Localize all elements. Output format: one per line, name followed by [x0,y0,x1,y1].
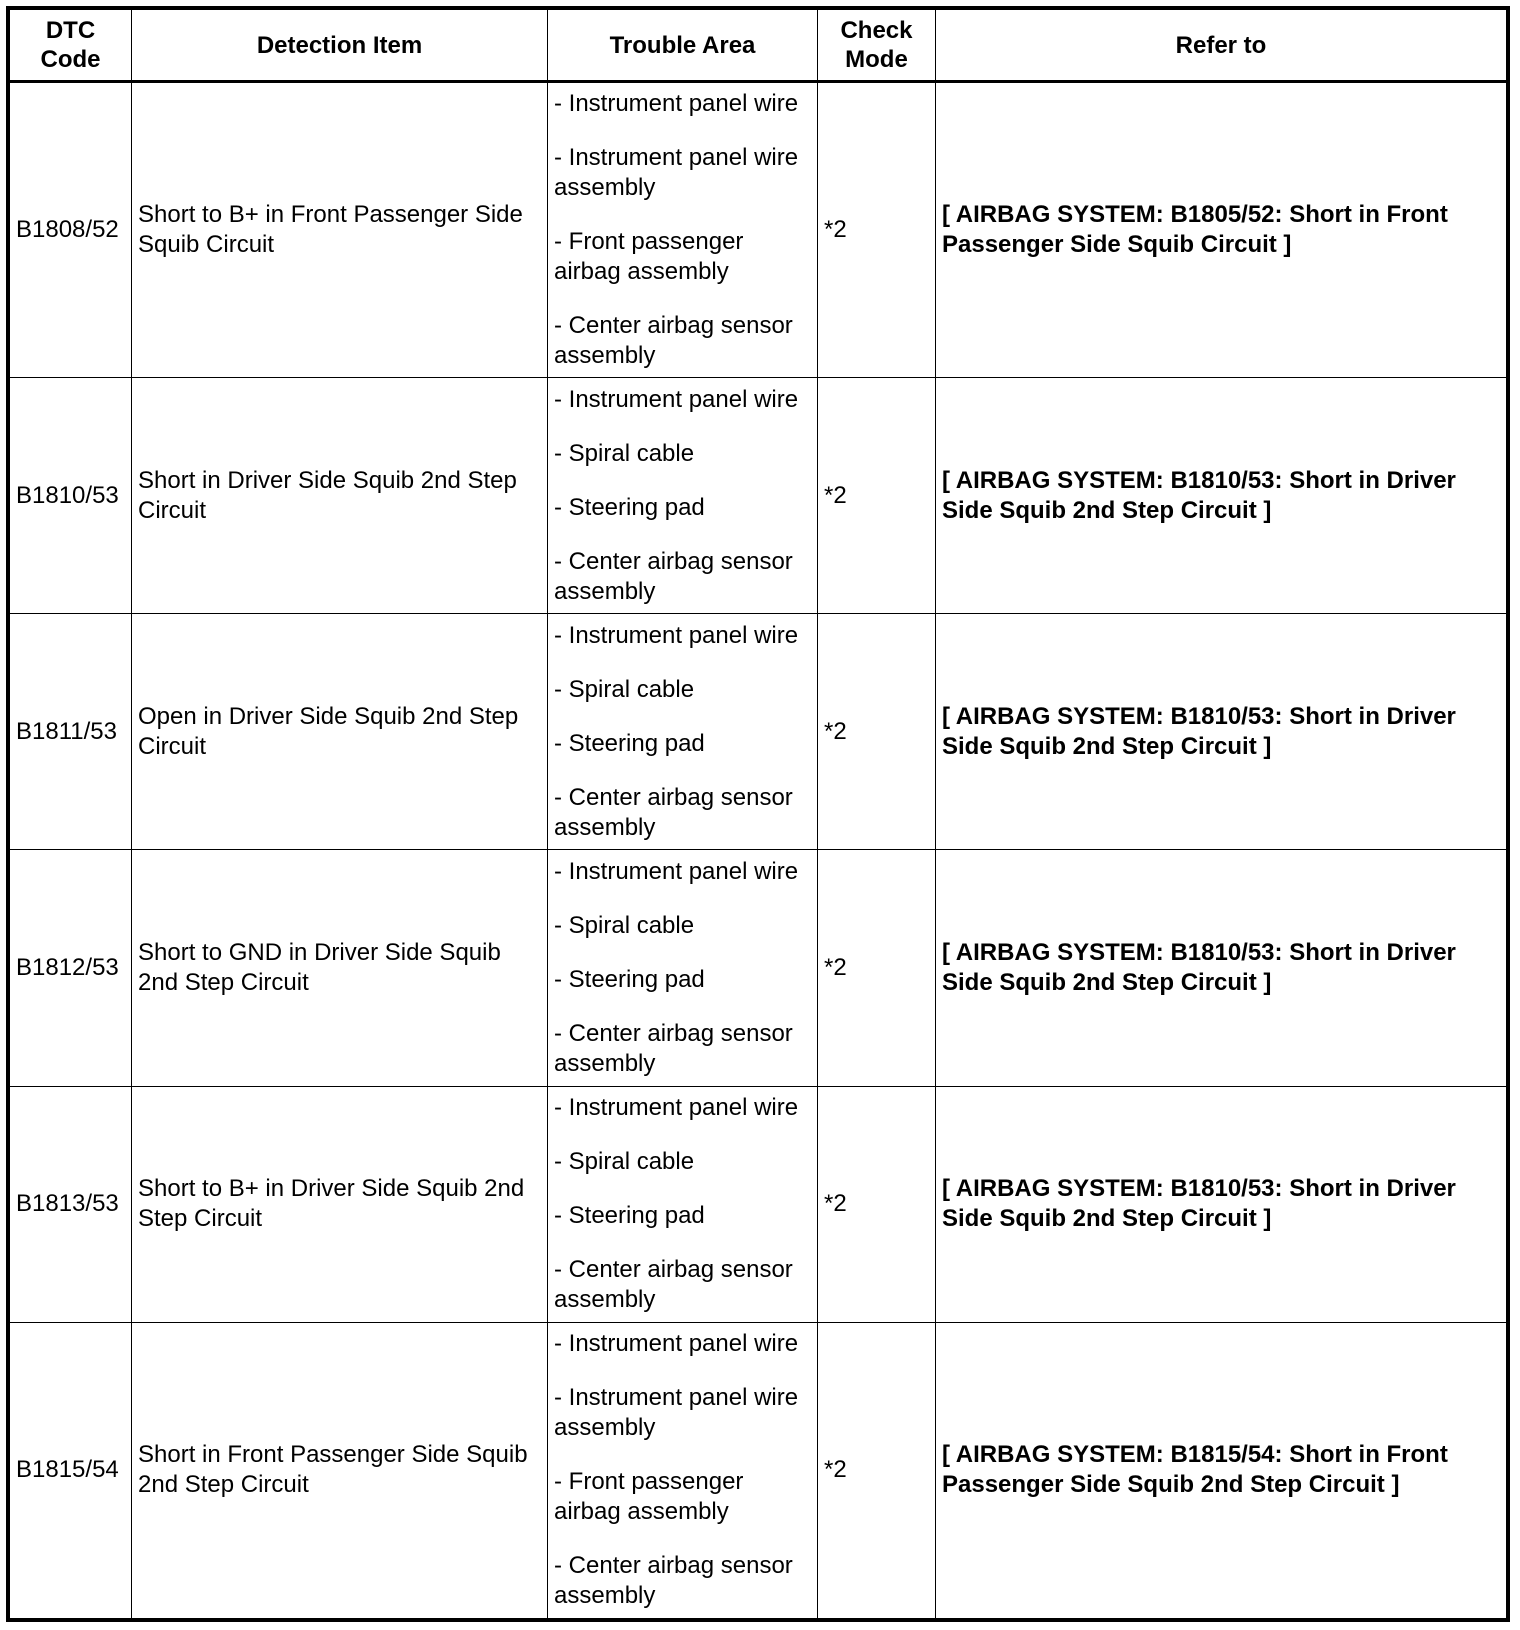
dtc-code-cell: B1812/53 [10,850,132,1086]
detection-item-cell: Short to B+ in Driver Side Squib 2nd Step Circuit [132,1086,548,1322]
dtc-code-cell: B1811/53 [10,614,132,850]
header-check-mode: Check Mode [818,10,936,82]
header-refer-to: Refer to [936,10,1507,82]
table-row [10,1322,1507,1618]
trouble-area-item: - Center airbag sensor assembly [554,1020,793,1078]
refer-to-cell: [ AIRBAG SYSTEM: B1810/53: Short in Driver Side Squib 2nd Step Circuit ] [936,850,1507,1086]
refer-to-cell: [ AIRBAG SYSTEM: B1815/54: Short in Front Passenger Side Squib 2nd Step Circuit ] [936,1322,1507,1618]
trouble-area-item: - Instrument panel wire [554,90,799,118]
detection-item-cell: Short to B+ in Front Passenger Side Squib Circuit [132,82,548,378]
trouble-area-item: - Steering pad [554,1202,705,1230]
detection-item-cell: Short in Driver Side Squib 2nd Step Circuit [132,378,548,614]
check-mode-cell: *2 [818,82,936,378]
table-row [10,82,1507,378]
trouble-area-item: - Steering pad [554,729,705,757]
trouble-area-item: - Center airbag sensor assembly [554,547,793,605]
check-mode-cell: *2 [818,850,936,1086]
table-row [10,378,1507,614]
header-trouble-area: Trouble Area [548,10,818,82]
trouble-area-item: - Spiral cable [554,439,695,467]
dtc-code-cell: B1810/53 [10,378,132,614]
trouble-area-item: - Instrument panel wire [554,1330,799,1358]
trouble-area-item: - Instrument panel wire [554,621,799,649]
dtc-table [9,9,1507,1619]
trouble-area-cell [548,82,818,378]
trouble-area-item: - Instrument panel wire [554,385,799,413]
refer-to-cell: [ AIRBAG SYSTEM: B1810/53: Short in Driver Side Squib 2nd Step Circuit ] [936,614,1507,850]
check-mode-cell: *2 [818,1322,936,1618]
trouble-area-item: - Center airbag sensor assembly [554,1552,793,1610]
detection-item-cell: Open in Driver Side Squib 2nd Step Circuit [132,614,548,850]
header-detection-item: Detection Item [132,10,548,82]
trouble-area-item: - Instrument panel wire [554,1094,799,1122]
table-row [10,850,1507,1086]
trouble-area-item: - Steering pad [554,493,705,521]
trouble-area-cell [548,1086,818,1322]
trouble-area-item: - Spiral cable [554,675,695,703]
refer-to-cell: [ AIRBAG SYSTEM: B1805/52: Short in Front Passenger Side Squib Circuit ] [936,82,1507,378]
trouble-area-item: - Spiral cable [554,1148,695,1176]
dtc-code-cell: B1815/54 [10,1322,132,1618]
check-mode-cell: *2 [818,614,936,850]
dtc-code-cell: B1808/52 [10,82,132,378]
trouble-area-item: - Center airbag sensor assembly [554,312,793,370]
refer-to-cell: [ AIRBAG SYSTEM: B1810/53: Short in Driver Side Squib 2nd Step Circuit ] [936,378,1507,614]
trouble-area-cell [548,378,818,614]
trouble-area-item: - Steering pad [554,966,705,994]
trouble-area-item: - Spiral cable [554,912,695,940]
detection-item-cell: Short to GND in Driver Side Squib 2nd Step Circuit [132,850,548,1086]
table-header-row [10,10,1507,82]
trouble-area-item: - Front passenger airbag assembly [554,228,744,286]
trouble-area-item: - Instrument panel wire [554,858,799,886]
table-row [10,614,1507,850]
trouble-area-item: - Center airbag sensor assembly [554,783,793,841]
trouble-area-item: - Instrument panel wire assembly [554,144,799,202]
dtc-code-cell: B1813/53 [10,1086,132,1322]
header-dtc-code: DTC Code [10,10,132,82]
trouble-area-cell [548,850,818,1086]
trouble-area-item: - Center airbag sensor assembly [554,1256,793,1314]
check-mode-cell: *2 [818,378,936,614]
dtc-table-container [6,6,1510,1622]
detection-item-cell: Short in Front Passenger Side Squib 2nd Step Circuit [132,1322,548,1618]
check-mode-cell: *2 [818,1086,936,1322]
table-row [10,1086,1507,1322]
trouble-area-item: - Front passenger airbag assembly [554,1468,744,1526]
trouble-area-cell [548,614,818,850]
trouble-area-item: - Instrument panel wire assembly [554,1384,799,1442]
trouble-area-cell [548,1322,818,1618]
refer-to-cell: [ AIRBAG SYSTEM: B1810/53: Short in Driver Side Squib 2nd Step Circuit ] [936,1086,1507,1322]
